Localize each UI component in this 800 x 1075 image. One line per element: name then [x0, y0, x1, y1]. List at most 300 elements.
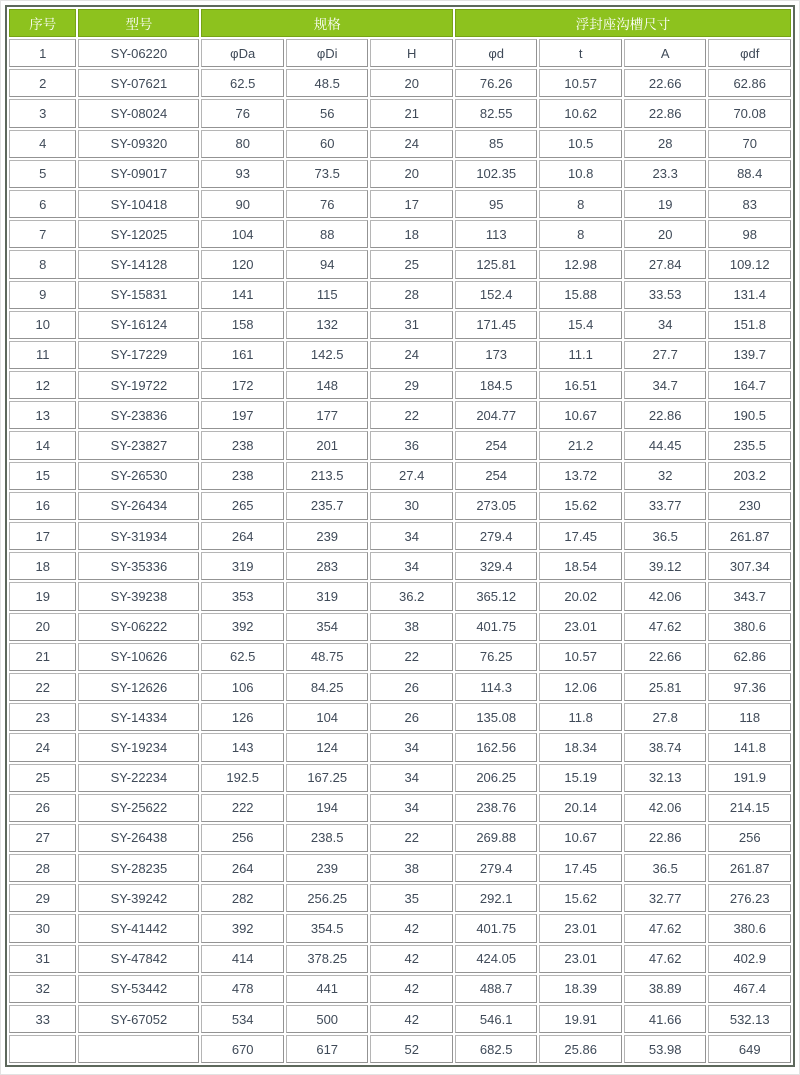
table-cell: 31 — [9, 945, 76, 973]
table-cell: 392 — [201, 613, 284, 641]
table-cell: 392 — [201, 914, 284, 942]
table-cell: SY-31934 — [78, 522, 199, 550]
table-cell: 21 — [9, 643, 76, 671]
table-cell: SY-53442 — [78, 975, 199, 1003]
table-row — [9, 250, 791, 278]
table-row — [9, 190, 791, 218]
table-cell: 28 — [624, 130, 707, 158]
table-cell: t — [539, 39, 622, 67]
table-cell: SY-47842 — [78, 945, 199, 973]
table-row — [9, 130, 791, 158]
table-cell: 11 — [9, 341, 76, 369]
table-cell: 25 — [9, 764, 76, 792]
table-cell: 401.75 — [455, 613, 538, 641]
table-cell: 319 — [286, 582, 369, 610]
table-cell: 7 — [9, 220, 76, 248]
table-cell: 21.2 — [539, 431, 622, 459]
table-cell: 30 — [9, 914, 76, 942]
table-cell: 36.5 — [624, 522, 707, 550]
table-row — [9, 522, 791, 550]
table-row — [9, 854, 791, 882]
table-cell: 670 — [201, 1035, 284, 1063]
table-cell: 135.08 — [455, 703, 538, 731]
table-cell: 38.74 — [624, 733, 707, 761]
table-cell: 23.01 — [539, 914, 622, 942]
table-cell: 478 — [201, 975, 284, 1003]
table-cell: 13.72 — [539, 462, 622, 490]
table-cell: 488.7 — [455, 975, 538, 1003]
table-row — [9, 311, 791, 339]
table-cell: SY-06220 — [78, 39, 199, 67]
table-cell: SY-14334 — [78, 703, 199, 731]
table-cell: 10.8 — [539, 160, 622, 188]
table-cell: 47.62 — [624, 914, 707, 942]
table-row — [9, 884, 791, 912]
table-cell: 22.86 — [624, 824, 707, 852]
table-cell: SY-35336 — [78, 552, 199, 580]
table-cell: 239 — [286, 522, 369, 550]
table-cell: 214.15 — [708, 794, 791, 822]
table-cell: 238 — [201, 431, 284, 459]
table-cell: 38 — [370, 613, 453, 641]
table-cell: 42 — [370, 975, 453, 1003]
table-cell: 18.54 — [539, 552, 622, 580]
table-cell: 17.45 — [539, 522, 622, 550]
table-cell: 292.1 — [455, 884, 538, 912]
table-cell: SY-07621 — [78, 69, 199, 97]
table-cell: 70 — [708, 130, 791, 158]
table-cell: 12.98 — [539, 250, 622, 278]
table-cell: 19 — [9, 582, 76, 610]
table-row — [9, 1005, 791, 1033]
table-cell: 73.5 — [286, 160, 369, 188]
table-cell: 10.67 — [539, 401, 622, 429]
table-cell: 534 — [201, 1005, 284, 1033]
table-cell: 18.34 — [539, 733, 622, 761]
table-cell: 167.25 — [286, 764, 369, 792]
table-cell: SY-06222 — [78, 613, 199, 641]
table-cell: 164.7 — [708, 371, 791, 399]
table-cell: 36.2 — [370, 582, 453, 610]
table-row — [9, 552, 791, 580]
table-cell: 33 — [9, 1005, 76, 1033]
table-cell: 32.13 — [624, 764, 707, 792]
table-row — [9, 462, 791, 490]
table-row — [9, 220, 791, 248]
table-cell: 17 — [9, 522, 76, 550]
table-cell: 11.1 — [539, 341, 622, 369]
table-cell: 254 — [455, 431, 538, 459]
table-cell: 254 — [455, 462, 538, 490]
table-cell — [78, 1035, 199, 1063]
table-cell: 235.5 — [708, 431, 791, 459]
table-cell: 261.87 — [708, 854, 791, 882]
table-cell: 20.14 — [539, 794, 622, 822]
table-cell: 27 — [9, 824, 76, 852]
table-cell: 120 — [201, 250, 284, 278]
table-cell: 33.77 — [624, 492, 707, 520]
table-cell: 500 — [286, 1005, 369, 1033]
table-cell: 184.5 — [455, 371, 538, 399]
table-cell: 76.25 — [455, 643, 538, 671]
table-row — [9, 1035, 791, 1063]
table-cell: 20 — [370, 160, 453, 188]
table-cell: SY-67052 — [78, 1005, 199, 1033]
table-cell: 20.02 — [539, 582, 622, 610]
table-cell: 354 — [286, 613, 369, 641]
table-cell: 22.66 — [624, 69, 707, 97]
table-cell: 27.8 — [624, 703, 707, 731]
table-cell: 365.12 — [455, 582, 538, 610]
table-cell: 283 — [286, 552, 369, 580]
table-cell: 19 — [624, 190, 707, 218]
table-cell: 23 — [9, 703, 76, 731]
table-cell: φdf — [708, 39, 791, 67]
table-cell: 62.86 — [708, 643, 791, 671]
header-row — [9, 9, 791, 37]
table-cell: 173 — [455, 341, 538, 369]
table-cell: 261.87 — [708, 522, 791, 550]
table-cell: 546.1 — [455, 1005, 538, 1033]
table-cell: 264 — [201, 522, 284, 550]
table-row — [9, 39, 791, 67]
table-cell: 94 — [286, 250, 369, 278]
table-cell: 401.75 — [455, 914, 538, 942]
table-cell: φDa — [201, 39, 284, 67]
table-cell: 29 — [9, 884, 76, 912]
table-cell: SY-16124 — [78, 311, 199, 339]
table-cell: 22.66 — [624, 643, 707, 671]
table-cell: 194 — [286, 794, 369, 822]
table-cell: 118 — [708, 703, 791, 731]
table-cell: 467.4 — [708, 975, 791, 1003]
table-row — [9, 160, 791, 188]
table-cell: 204.77 — [455, 401, 538, 429]
table-cell: 191.9 — [708, 764, 791, 792]
seal-spec-table — [5, 5, 795, 1067]
table-cell: 44.45 — [624, 431, 707, 459]
table-cell: 16.51 — [539, 371, 622, 399]
table-cell: φDi — [286, 39, 369, 67]
table-row — [9, 582, 791, 610]
table-cell: 213.5 — [286, 462, 369, 490]
table-cell: 104 — [201, 220, 284, 248]
table-cell: 26 — [9, 794, 76, 822]
table-cell: SY-17229 — [78, 341, 199, 369]
table-cell: 53.98 — [624, 1035, 707, 1063]
table-cell: 10.5 — [539, 130, 622, 158]
table-cell: 42 — [370, 1005, 453, 1033]
table-cell: H — [370, 39, 453, 67]
table-cell: 9 — [9, 281, 76, 309]
table-cell: SY-26438 — [78, 824, 199, 852]
table-cell: 32.77 — [624, 884, 707, 912]
table-cell: 34.7 — [624, 371, 707, 399]
table-cell: 15.62 — [539, 884, 622, 912]
table-cell: 22.86 — [624, 401, 707, 429]
table-cell: 34 — [370, 552, 453, 580]
table-cell: 3 — [9, 99, 76, 127]
table-cell: 34 — [370, 794, 453, 822]
table-cell: 38 — [370, 854, 453, 882]
table-cell: 239 — [286, 854, 369, 882]
table-cell: 88.4 — [708, 160, 791, 188]
table-cell: 190.5 — [708, 401, 791, 429]
table-row — [9, 99, 791, 127]
table-cell: 31 — [370, 311, 453, 339]
table-row — [9, 914, 791, 942]
table-cell: 682.5 — [455, 1035, 538, 1063]
table-cell: 161 — [201, 341, 284, 369]
table-cell: 354.5 — [286, 914, 369, 942]
table-cell: 343.7 — [708, 582, 791, 610]
table-cell: 25.86 — [539, 1035, 622, 1063]
table-cell: 177 — [286, 401, 369, 429]
table-cell: 269.88 — [455, 824, 538, 852]
table-cell: 12 — [9, 371, 76, 399]
table-row — [9, 764, 791, 792]
table-cell: 158 — [201, 311, 284, 339]
table-cell: 98 — [708, 220, 791, 248]
table-row — [9, 401, 791, 429]
table-cell: 22 — [9, 673, 76, 701]
table-cell: 4 — [9, 130, 76, 158]
table-cell: 32 — [624, 462, 707, 490]
table-cell: 5 — [9, 160, 76, 188]
table-cell: 34 — [624, 311, 707, 339]
table-cell: 18.39 — [539, 975, 622, 1003]
table-cell: 15.4 — [539, 311, 622, 339]
table-cell: 114.3 — [455, 673, 538, 701]
table-cell: 62.5 — [201, 643, 284, 671]
table-cell: 18 — [370, 220, 453, 248]
table-cell: 95 — [455, 190, 538, 218]
table-cell: 203.2 — [708, 462, 791, 490]
table-cell: 2 — [9, 69, 76, 97]
table-cell: 235.7 — [286, 492, 369, 520]
table-cell: 197 — [201, 401, 284, 429]
table-cell: 80 — [201, 130, 284, 158]
table-cell: 201 — [286, 431, 369, 459]
table-cell: 42 — [370, 945, 453, 973]
table-cell: SY-09320 — [78, 130, 199, 158]
table-cell: 15.88 — [539, 281, 622, 309]
table-cell: 13 — [9, 401, 76, 429]
table-cell: 206.25 — [455, 764, 538, 792]
table-cell: 17 — [370, 190, 453, 218]
table-cell: 273.05 — [455, 492, 538, 520]
table-cell: 1 — [9, 39, 76, 67]
table-cell: 143 — [201, 733, 284, 761]
table-cell: A — [624, 39, 707, 67]
table-cell: 131.4 — [708, 281, 791, 309]
table-cell: 256 — [708, 824, 791, 852]
table-cell: 32 — [9, 975, 76, 1003]
table-cell: 264 — [201, 854, 284, 882]
table-cell: 380.6 — [708, 914, 791, 942]
table-cell: 378.25 — [286, 945, 369, 973]
table-cell: SY-23827 — [78, 431, 199, 459]
table-cell: 124 — [286, 733, 369, 761]
table-cell: 10.57 — [539, 69, 622, 97]
table-cell: 41.66 — [624, 1005, 707, 1033]
table-cell: 22 — [370, 824, 453, 852]
table-cell: 8 — [539, 220, 622, 248]
table-cell: SY-25622 — [78, 794, 199, 822]
table-cell: 10.67 — [539, 824, 622, 852]
table-row — [9, 341, 791, 369]
table-cell: 97.36 — [708, 673, 791, 701]
table-cell: 230 — [708, 492, 791, 520]
table-cell: 152.4 — [455, 281, 538, 309]
table-row — [9, 613, 791, 641]
table-cell: 85 — [455, 130, 538, 158]
table-row — [9, 69, 791, 97]
table-cell: 34 — [370, 522, 453, 550]
table-cell: 132 — [286, 311, 369, 339]
table-cell: 23.01 — [539, 613, 622, 641]
table-cell: 16 — [9, 492, 76, 520]
table-cell: 25 — [370, 250, 453, 278]
table-cell: 15.62 — [539, 492, 622, 520]
table-cell: 36 — [370, 431, 453, 459]
table-cell: SY-10418 — [78, 190, 199, 218]
table-cell: 14 — [9, 431, 76, 459]
table-cell: 23.01 — [539, 945, 622, 973]
table-cell: 27.84 — [624, 250, 707, 278]
table-cell: 42.06 — [624, 794, 707, 822]
table-cell: 617 — [286, 1035, 369, 1063]
table-cell: 139.7 — [708, 341, 791, 369]
table-cell: SY-19722 — [78, 371, 199, 399]
table-cell: 76.26 — [455, 69, 538, 97]
table-cell: 35 — [370, 884, 453, 912]
table-row — [9, 673, 791, 701]
table-cell: 24 — [9, 733, 76, 761]
table-cell: 172 — [201, 371, 284, 399]
table-row — [9, 281, 791, 309]
table-cell: 82.55 — [455, 99, 538, 127]
table-cell: 126 — [201, 703, 284, 731]
table-cell: 414 — [201, 945, 284, 973]
table-cell: 76 — [201, 99, 284, 127]
table-cell: 256.25 — [286, 884, 369, 912]
table-cell: 649 — [708, 1035, 791, 1063]
table-cell: SY-26434 — [78, 492, 199, 520]
table-cell: 39.12 — [624, 552, 707, 580]
table-cell: 52 — [370, 1035, 453, 1063]
table-cell: 279.4 — [455, 854, 538, 882]
table-cell: 265 — [201, 492, 284, 520]
table-cell: 22.86 — [624, 99, 707, 127]
table-cell: 353 — [201, 582, 284, 610]
table-cell: 42 — [370, 914, 453, 942]
table-cell: 125.81 — [455, 250, 538, 278]
table-cell: 34 — [370, 764, 453, 792]
header-group-groove-dimensions: 浮封座沟槽尺寸 — [455, 9, 791, 37]
table-cell: 276.23 — [708, 884, 791, 912]
table-cell: 90 — [201, 190, 284, 218]
table-row — [9, 492, 791, 520]
table-cell: 10.57 — [539, 643, 622, 671]
table-cell: 20 — [624, 220, 707, 248]
header-group-specification: 规格 — [201, 9, 453, 37]
table-cell: 93 — [201, 160, 284, 188]
table-cell: 148 — [286, 371, 369, 399]
table-cell: 256 — [201, 824, 284, 852]
table-cell: 18 — [9, 552, 76, 580]
table-cell: 141.8 — [708, 733, 791, 761]
table-cell: 142.5 — [286, 341, 369, 369]
table-cell: SY-15831 — [78, 281, 199, 309]
table-cell: 24 — [370, 341, 453, 369]
table-cell: 115 — [286, 281, 369, 309]
table-cell: 532.13 — [708, 1005, 791, 1033]
table-cell: 192.5 — [201, 764, 284, 792]
table-cell: 29 — [370, 371, 453, 399]
header-model: 型号 — [78, 9, 199, 37]
table-row — [9, 945, 791, 973]
table-row — [9, 371, 791, 399]
table-cell: 15.19 — [539, 764, 622, 792]
table-cell: 83 — [708, 190, 791, 218]
table-cell: 238.76 — [455, 794, 538, 822]
table-cell: 22 — [370, 643, 453, 671]
table-cell: SY-10626 — [78, 643, 199, 671]
table-cell: SY-22234 — [78, 764, 199, 792]
table-cell: 56 — [286, 99, 369, 127]
table-cell: SY-26530 — [78, 462, 199, 490]
table-cell: 36.5 — [624, 854, 707, 882]
table-cell: 23.3 — [624, 160, 707, 188]
table-cell — [9, 1035, 76, 1063]
table-cell: 441 — [286, 975, 369, 1003]
table-cell: 10 — [9, 311, 76, 339]
table-cell: 28 — [370, 281, 453, 309]
table-cell: 62.5 — [201, 69, 284, 97]
table-body — [9, 39, 791, 1063]
table-row — [9, 733, 791, 761]
table-cell: SY-09017 — [78, 160, 199, 188]
table-cell: 307.34 — [708, 552, 791, 580]
table-cell: 84.25 — [286, 673, 369, 701]
table-cell: SY-08024 — [78, 99, 199, 127]
table-row — [9, 975, 791, 1003]
table-cell: 24 — [370, 130, 453, 158]
table-cell: 8 — [539, 190, 622, 218]
table-cell: 42.06 — [624, 582, 707, 610]
table-cell: 76 — [286, 190, 369, 218]
table-cell: 222 — [201, 794, 284, 822]
table-cell: 48.5 — [286, 69, 369, 97]
table-cell: 26 — [370, 703, 453, 731]
table-cell: 21 — [370, 99, 453, 127]
table-cell: 27.7 — [624, 341, 707, 369]
table-cell: 48.75 — [286, 643, 369, 671]
table-cell: 17.45 — [539, 854, 622, 882]
table-cell: 38.89 — [624, 975, 707, 1003]
table-cell: 171.45 — [455, 311, 538, 339]
table-cell: 70.08 — [708, 99, 791, 127]
table-row — [9, 703, 791, 731]
table-cell: 11.8 — [539, 703, 622, 731]
table-cell: SY-28235 — [78, 854, 199, 882]
table-cell: 30 — [370, 492, 453, 520]
table-cell: 47.62 — [624, 613, 707, 641]
table-cell: 47.62 — [624, 945, 707, 973]
table-cell: SY-41442 — [78, 914, 199, 942]
table-cell: 402.9 — [708, 945, 791, 973]
